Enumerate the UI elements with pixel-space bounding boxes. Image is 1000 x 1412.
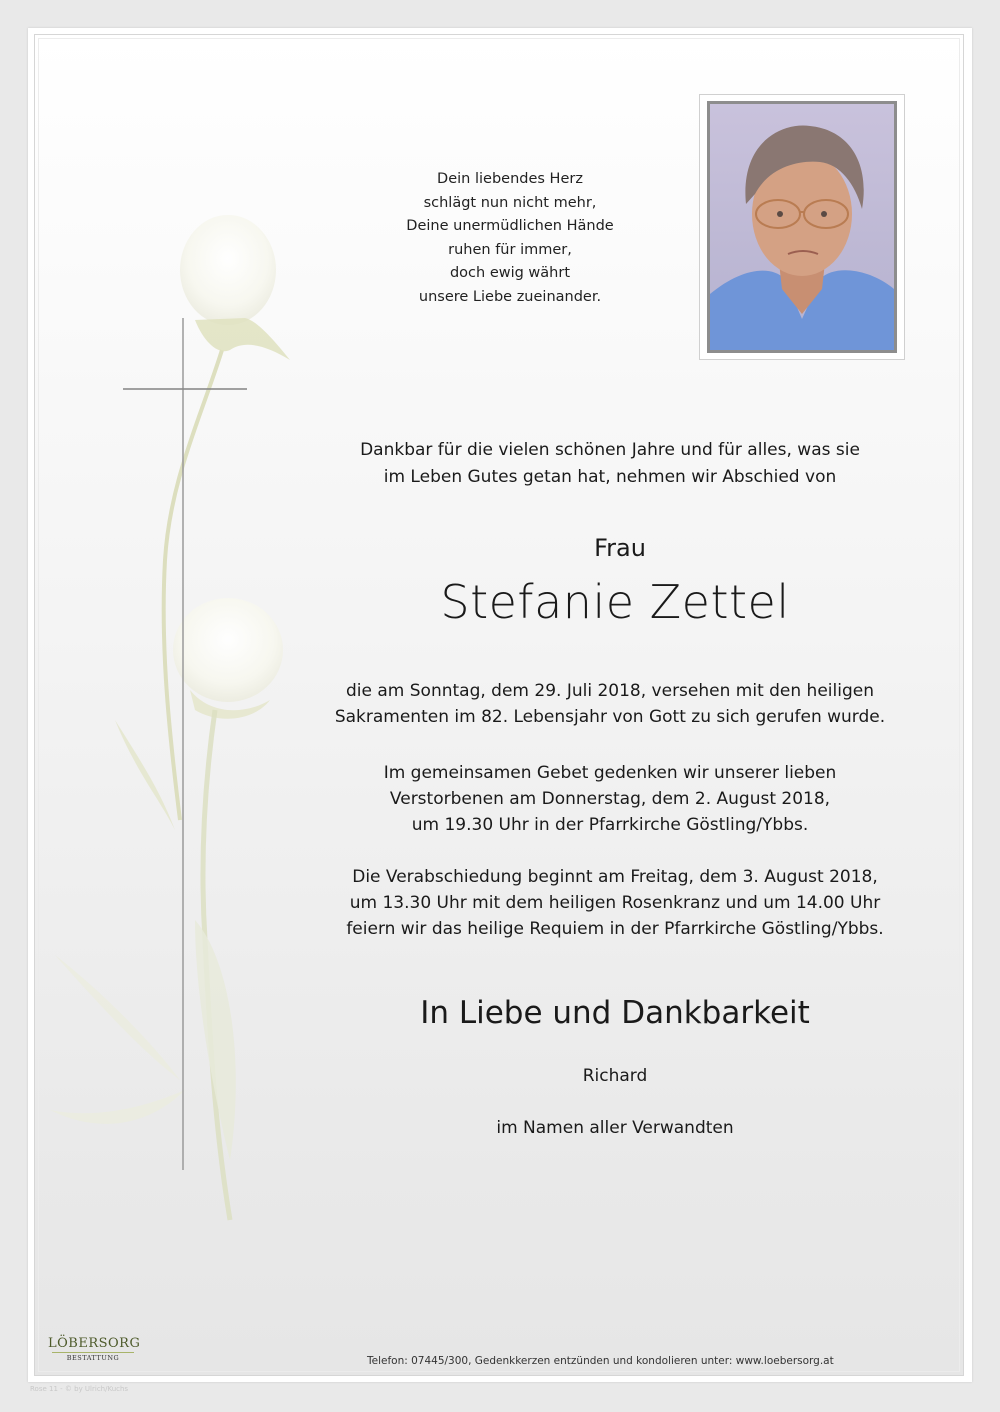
logo-wordmark: LÖBERSORG [48,1336,141,1351]
prayer-line: um 19.30 Uhr in der Pfarrkirche Göstling/Ybbs. [411,815,809,835]
death-announcement [320,678,900,730]
prayer-line: Verstorbenen am Donnerstag, dem 2. August 2018, [389,789,831,809]
portrait-photo [707,101,897,353]
signer-name: Richard [582,1066,648,1086]
farewell-line: Die Verabschiedung beginnt am Freitag, dem 3. August 2018, [352,867,878,887]
farewell-line: um 13.30 Uhr mit dem heiligen Rosenkranz und um 14.00 Uhr [349,893,881,913]
poem-line: doch ewig währt [449,265,571,281]
salutation: Frau [594,534,646,562]
poem-line: schlägt nun nicht mehr, [423,194,597,211]
memorial-poem [380,168,640,309]
farewell-service [320,864,910,942]
prayer-line: Im gemeinsamen Gebet gedenken wir unserer lieben [383,763,837,783]
deceased-name: Stefanie Zettel [440,575,790,629]
poem-line: ruhen für immer, [448,241,572,258]
prayer-service [330,760,890,838]
logo-subtitle: BESTATTUNG [66,1354,120,1362]
cross-vertical-bar [182,318,184,1170]
white-rose-illustration [40,200,340,1300]
loebersorg-logo [48,1336,141,1362]
contact-line: Telefon: 07445/300, Gedenkkerzen entzünden und kondolieren unter: www.loebersorg.at [367,1355,834,1367]
portrait-image [710,104,894,350]
poem-line: unsere Liebe zueinander. [418,288,602,305]
death-line: die am Sonntag, dem 29. Juli 2018, versehen mit den heiligen [346,681,874,701]
logo-divider [52,1352,134,1353]
relatives-note: im Namen aller Verwandten [496,1118,734,1138]
farewell-line: feiern wir das heilige Requiem in der Pfarrkirche Göstling/Ybbs. [346,919,884,939]
closing-phrase: In Liebe und Dankbarkeit [420,995,810,1031]
intro-line: Dankbar für die vielen schönen Jahre und für alles, was sie [360,440,860,460]
death-line: Sakramenten im 82. Lebensjahr von Gott zu sich gerufen wurde. [334,707,886,727]
image-credit: Rose 11 - © by Ulrich/Kuchs [30,1385,129,1393]
portrait-frame [699,94,905,360]
intro-text [340,437,880,491]
cross-horizontal-bar [123,388,247,390]
intro-line: im Leben Gutes getan hat, nehmen wir Abschied von [383,467,837,487]
poem-line: Dein liebendes Herz [437,171,583,187]
poem-line: Deine unermüdlichen Hände [406,218,614,234]
